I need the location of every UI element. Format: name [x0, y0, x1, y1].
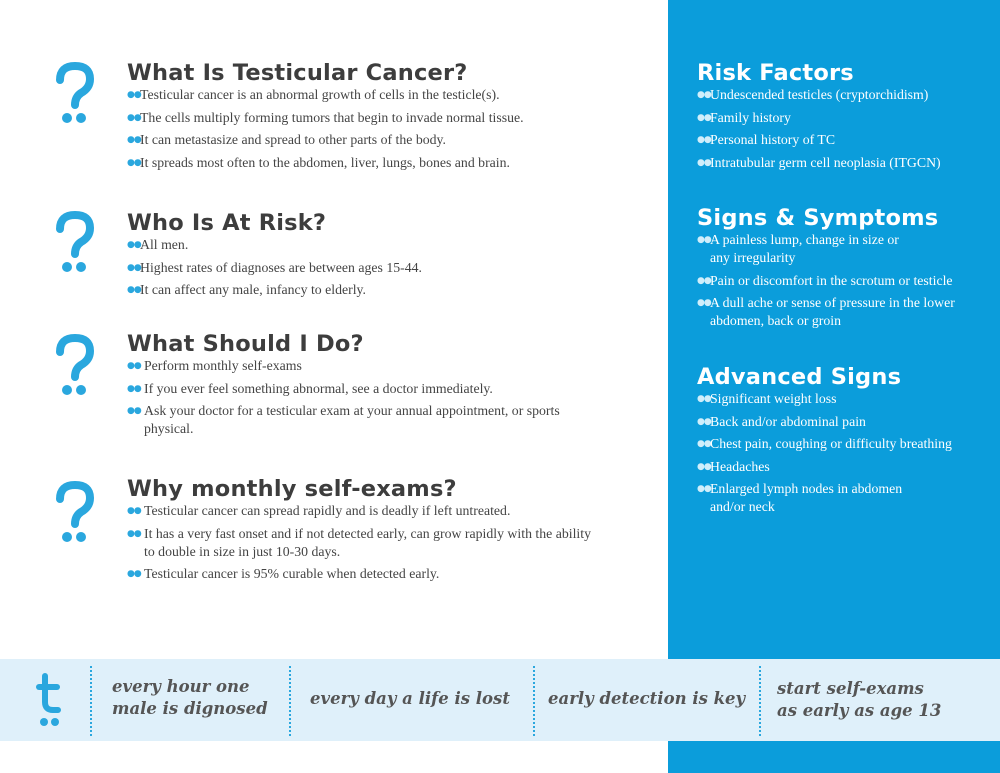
banner-message: early detection is key: [548, 689, 746, 708]
list-item: ●● Ask your doctor for a testicular exam at your annual appointment, or sports physical.: [127, 403, 560, 437]
bullet-dots-icon: ●●: [697, 112, 711, 123]
section-title: Signs & Symptoms: [697, 205, 939, 231]
list-item: ●● Significant weight loss: [697, 391, 837, 406]
section-who-at-risk: [127, 210, 597, 304]
bullet-dots-icon: ●●: [127, 285, 141, 296]
list-item: ●● All men.: [127, 237, 189, 252]
bullet-dots-icon: ●●: [127, 406, 141, 417]
divider: [90, 666, 92, 736]
bullet-list: [127, 86, 597, 172]
bullet-list: [697, 231, 987, 330]
banner-message: start self-exams as early as age 13: [777, 679, 942, 720]
divider: [759, 666, 761, 736]
list-item: ●● A painless lump, change in size or any irregularity: [697, 232, 899, 265]
list-item: ●● Undescended testicles (cryptorchidism): [697, 87, 929, 102]
list-item: ●● It spreads most often to the abdomen, liver, lungs, bones and brain.: [127, 154, 510, 170]
list-item: ●● Headaches: [697, 458, 770, 474]
bullet-dots-icon: ●●: [697, 461, 711, 472]
bullet-dots-icon: ●●: [697, 135, 711, 146]
bullet-dots-icon: ●●: [127, 157, 141, 168]
bullet-list: [697, 86, 987, 172]
list-item: ●● It can metastasize and spread to other parts of the body.: [127, 132, 446, 148]
list-item: ●● Back and/or abdominal pain: [697, 413, 866, 429]
bullet-dots-icon: ●●: [697, 90, 711, 100]
list-item: ●● Testicular cancer is 95% curable when detected early.: [127, 566, 440, 582]
bullet-dots-icon: ●●: [127, 135, 141, 146]
list-item: ●● Family history: [697, 109, 791, 125]
section-why-self-exams: [127, 476, 597, 588]
question-mark-icon: [52, 334, 98, 398]
bullet-dots-icon: ●●: [127, 90, 141, 100]
question-mark-icon: [52, 62, 98, 126]
list-item: ●● A dull ache or sense of pressure in the lower abdomen, back or groin: [697, 295, 955, 329]
question-mark-icon: [52, 211, 98, 275]
bullet-dots-icon: ●●: [697, 275, 711, 286]
bullet-list: [127, 357, 567, 438]
bullet-dots-icon: ●●: [127, 112, 141, 123]
list-item: ●● The cells multiply forming tumors that begin to invade normal tissue.: [127, 109, 524, 125]
list-item: ●● Testicular cancer is an abnormal growth of cells in the testicle(s).: [127, 87, 500, 102]
list-item: ●● Chest pain, coughing or difficulty breathing: [697, 436, 952, 452]
section-signs-symptoms: [697, 205, 987, 335]
bullet-dots-icon: ●●: [697, 439, 711, 450]
bullet-dots-icon: ●●: [127, 528, 141, 539]
list-item: ●● It can affect any male, infancy to elderly.: [127, 282, 367, 298]
bullet-dots-icon: ●●: [697, 416, 711, 427]
bullet-dots-icon: ●●: [697, 235, 711, 245]
bullet-dots-icon: ●●: [127, 569, 141, 580]
section-title: What Should I Do?: [127, 331, 364, 357]
section-title: What Is Testicular Cancer?: [127, 60, 468, 86]
list-item: ●● Intratubular germ cell neoplasia (ITGCN): [697, 154, 941, 170]
divider: [289, 666, 291, 736]
question-mark-icon: [52, 481, 98, 545]
banner-message: every day a life is lost: [310, 689, 510, 708]
list-item: ●● Pain or discomfort in the scrotum or testicle: [697, 272, 953, 288]
section-risk-factors: [697, 60, 987, 176]
list-item: ●● Testicular cancer can spread rapidly and is deadly if left untreated.: [127, 503, 511, 518]
list-item: ●● Enlarged lymph nodes in abdomen and/or neck: [697, 481, 903, 515]
bullet-dots-icon: ●●: [697, 394, 711, 404]
section-what-should-i-do: [127, 331, 567, 443]
list-item: ●● Personal history of TC: [697, 132, 836, 148]
bullet-dots-icon: ●●: [127, 506, 141, 516]
section-advanced-signs: [697, 364, 987, 521]
section-title: Why monthly self-exams?: [127, 476, 457, 502]
bullet-dots-icon: ●●: [127, 262, 141, 273]
bullet-list: [127, 236, 597, 299]
list-item: ●● It has a very fast onset and if not detected early, can grow rapidly with the ability to double in size in just 10-30 days.: [127, 525, 591, 559]
section-title: Risk Factors: [697, 60, 854, 86]
list-item: ●● Perform monthly self-exams: [127, 358, 302, 373]
divider: [533, 666, 535, 736]
banner-message: every hour one male is dignosed: [112, 677, 268, 718]
bullet-list: [127, 502, 597, 583]
section-title: Advanced Signs: [697, 364, 902, 390]
bullet-dots-icon: ●●: [697, 298, 711, 309]
bullet-dots-icon: ●●: [697, 484, 711, 495]
bullet-dots-icon: ●●: [127, 361, 141, 371]
t-logo-icon: [36, 672, 66, 728]
bullet-dots-icon: ●●: [697, 157, 711, 168]
list-item: ●● Highest rates of diagnoses are between ages 15-44.: [127, 259, 422, 275]
bullet-dots-icon: ●●: [127, 240, 141, 250]
bullet-list: [697, 390, 987, 516]
bullet-dots-icon: ●●: [127, 383, 141, 394]
list-item: ●● If you ever feel something abnormal, see a doctor immediately.: [127, 380, 493, 396]
section-title: Who Is At Risk?: [127, 210, 327, 236]
section-what-is: [127, 60, 597, 176]
